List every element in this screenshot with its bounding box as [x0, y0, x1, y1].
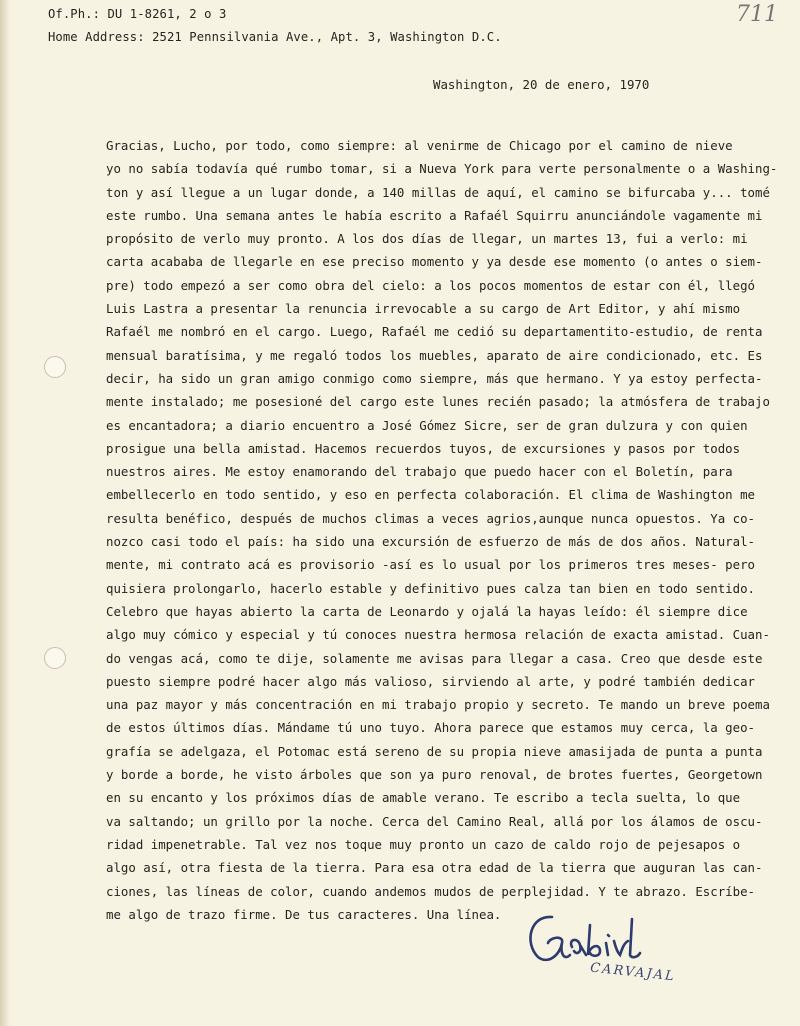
letter-line: nozco casi todo el país: ha sido una excursión de esfuerzo de más de dos años. Natural- [106, 534, 756, 550]
letter-line: una paz mayor y más concentración en mi trabajo propio y secreto. Te mando un breve poema [106, 697, 770, 713]
letter-line: en su encanto y los próximos días de amable verano. Te escribo a tecla suelta, lo que [106, 790, 741, 806]
letter-body [106, 134, 800, 926]
letter-line: grafía se adelgaza, el Potomac está sereno de su propia nieve amasijada de punta a punta [106, 743, 763, 759]
letter-line: y borde a borde, he visto árboles que son ya puro renoval, de brotes fuertes, Georgetown [106, 767, 763, 783]
punch-hole [44, 647, 66, 669]
letter-line: prosigue una bella amistad. Hacemos recuerdos tuyos, de excursiones y pasos por todos [106, 440, 741, 456]
letter-line: nuestros aires. Me estoy enamorando del trabajo que puedo hacer con el Boletín, para [106, 464, 733, 480]
letter-line: embellecerlo en todo sentido, y eso en perfecta colaboración. El clima de Washington me [106, 487, 756, 503]
office-phone-line: Of.Ph.: DU 1-8261, 2 o 3 [48, 7, 227, 21]
letter-line: de estos últimos días. Mándame tú uno tuyo. Ahora parece que estamos muy cerca, la geo- [106, 720, 756, 736]
letter-line: propósito de verlo muy pronto. A los dos días de llegar, un martes 13, fui a verlo: mi [106, 231, 748, 247]
page-edge-shadow [0, 0, 10, 1026]
letter-line: puesto siempre podré hacer algo más valioso, sirviendo al arte, y podré también dedicar [106, 673, 756, 689]
letter-line: Rafaél me nombró en el cargo. Luego, Rafaél me cedió su departamentito-estudio, de renta [106, 324, 763, 340]
letter-line: ridad impenetrable. Tal vez nos toque muy pronto un cazo de caldo rojo de pejesapos o [106, 836, 741, 852]
letter-line: algo muy cómico y especial y tú conoces nuestra hermosa relación de exacta amistad. Cuan- [106, 627, 770, 643]
home-address-line: Home Address: 2521 Pennsilvania Ave., Apt. 3, Washington D.C. [48, 30, 502, 44]
letter-line: algo así, otra fiesta de la tierra. Para esa otra edad de la tierra que auguran las can- [106, 860, 763, 876]
letter-line: carta acababa de llegarle en ese preciso momento y ya desde ese momento (o antes o siem- [106, 254, 763, 270]
letter-line: Luis Lastra a presentar la renuncia irrevocable a su cargo de Art Editor, y ahí mismo [106, 301, 741, 317]
letter-line: va saltando; un grillo por la noche. Cerca del Camino Real, allá por los álamos de oscu- [106, 813, 763, 829]
letter-line: este rumbo. Una semana antes le había escrito a Rafaél Squirru anunciándole vagamente mi [106, 207, 763, 223]
letter-line: do vengas acá, como te dije, solamente me avisas para llegar a casa. Creo que desde este [106, 650, 763, 666]
letter-line: yo no sabía todavía qué rumbo tomar, si a Nueva York para verte personalmente o a Washing- [106, 161, 778, 177]
letter-line: pre) todo empezó a ser como obra del cielo: a los pocos momentos de estar con él, llegó [106, 277, 756, 293]
letter-line: mente instalado; me posesioné del cargo este lunes recién pasado; la atmósfera de trabajo [106, 394, 770, 410]
punch-hole [44, 356, 66, 378]
letter-line: mente, mi contrato acá es provisorio -así es lo usual por los primeros tres meses- pero [106, 557, 756, 573]
dateline: Washington, 20 de enero, 1970 [433, 77, 650, 92]
letter-line: ton y así llegue a un lugar donde, a 140 millas de aquí, el camino se bifurcaba y... tomé [106, 184, 770, 200]
letter-line: decir, ha sido un gran amigo conmigo como siempre, más que hermano. Y ya estoy perfecta- [106, 370, 763, 386]
letter-line: quisiera prolongarlo, hacerlo estable y definitivo pues calza tan bien en todo sentido. [106, 580, 756, 596]
letter-line: Gracias, Lucho, por todo, como siempre: al venirme de Chicago por el camino de nieve [106, 138, 733, 153]
letter-line: Celebro que hayas abierto la carta de Leonardo y ojalá la hayas leído: él siempre dice [106, 603, 748, 619]
letter-line: es encantadora; a diario encuentro a José Gómez Sicre, ser de gran dulzura y con quien [106, 417, 748, 433]
letter-line: mensual baratísima, y me regaló todos los muebles, aparato de aire condicionado, etc. Es [106, 347, 763, 363]
letter-line: ciones, las líneas de color, cuando andemos mudos de perplejidad. Y te abrazo. Escríbe- [106, 883, 756, 899]
letter-line: me algo de trazo firme. De tus caracteres. Una línea. [106, 906, 502, 922]
letter-line: resulta benéfico, después de muchos climas a veces agrios,aunque nunca opuestos. Ya co- [106, 510, 756, 526]
archive-number: 711 [736, 2, 778, 27]
signature-surname: CARVAJAL [589, 960, 677, 985]
